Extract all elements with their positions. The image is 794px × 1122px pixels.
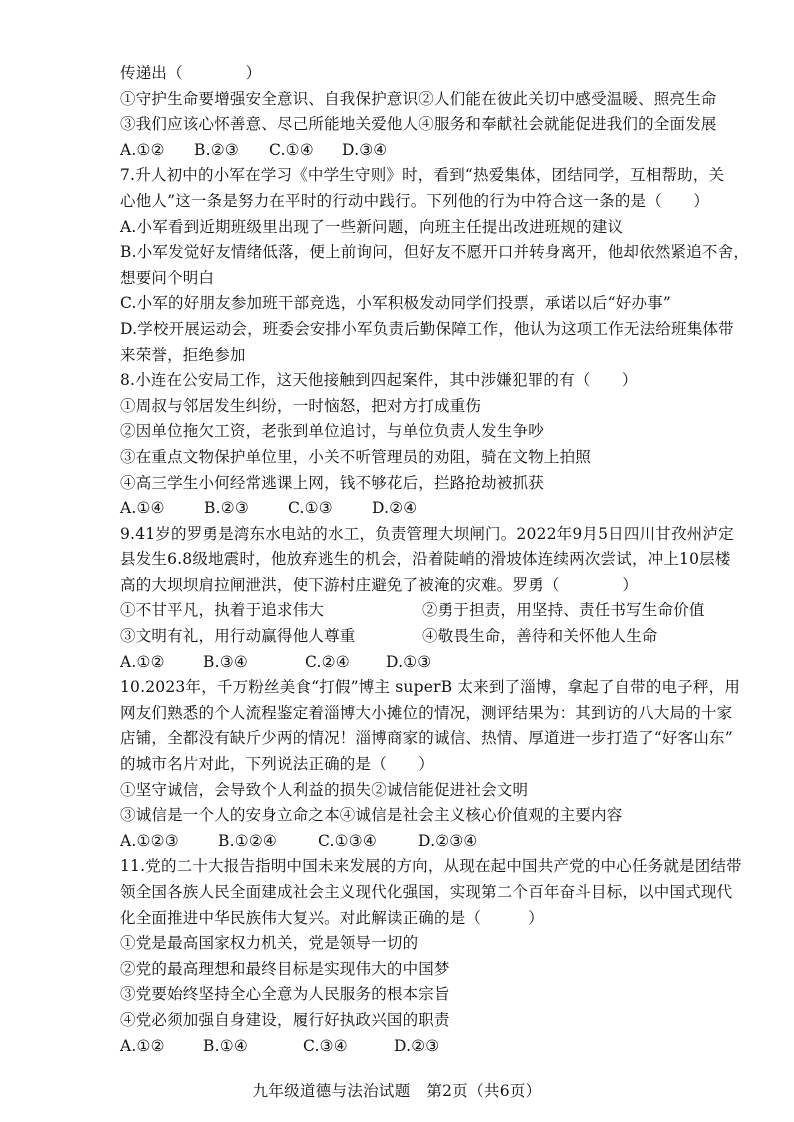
- q11-option-c: C.③④: [303, 1036, 348, 1055]
- q7-option-a: A.小军看到近期班级里出现了一些新问题，向班主任提出改进班规的建议: [120, 217, 624, 236]
- q8-statement-4: ④高三学生小何经常逃课上网，钱不够花后，拦路抢劫被抓获: [120, 473, 544, 492]
- q10-stem-4: 的城市名片对此，下列说法正确的是（ ）: [120, 755, 435, 774]
- q10-option-c: C.①③④: [318, 831, 377, 850]
- q8-option-b: B.②③: [204, 499, 249, 518]
- q9-statement-1: ①不甘平凡，执着于追求伟大: [120, 601, 325, 620]
- q7-option-b-1: B.小军发觉好友情绪低落，便上前询问，但好友不愿开口并转身离开，他却依然紧追不舍，: [120, 243, 750, 262]
- q6-option-c: C.①④: [269, 140, 314, 159]
- q6-option-b: B.②③: [194, 140, 239, 159]
- page-footer: 九年级道德与法治试题 第2页（共6页）: [252, 1082, 542, 1100]
- q7-option-c: C.小军的好朋友参加班干部竞选，小军积极发动同学们投票，承诺以后“好办事”: [120, 294, 671, 313]
- q9-stem-3: 高的大坝坝肩拉闸泄洪，使下游村庄避免了被淹的灾难。罗勇（ ）: [120, 575, 639, 594]
- q6-option-d: D.③④: [342, 140, 388, 159]
- q6-statements-2: ③我们应该心怀善意、尽己所能地关爱他人④服务和奉献社会就能促进我们的全面发展: [120, 115, 717, 134]
- page-content: [120, 61, 785, 1059]
- q10-stem-3: 店铺，全都没有缺斤少两的情况！淄博商家的诚信、热情、厚道进一步打造了“好客山东”: [120, 729, 733, 748]
- q11-option-d: D.②③: [394, 1036, 440, 1055]
- q9-statement-2: ②勇于担责，用坚持、责任书写生命价值: [422, 601, 705, 620]
- q9-statements-row-2: [120, 624, 785, 650]
- q9-statement-4: ④敬畏生命，善待和关怀他人生命: [422, 627, 658, 646]
- q10-option-d: D.②③④: [418, 831, 478, 850]
- q10-stem-1: 10.2023年，千万粉丝美食“打假”博主 superB 太来到了淄博，拿起了自带的电子秤，用: [120, 678, 741, 697]
- q10-stem-2: 网友们熟悉的个人流程鉴定着淄博大小摊位的情况，测评结果为：其到访的八大局的十家: [120, 703, 733, 722]
- q9-stem-1: 9.41岁的罗勇是湾东水电站的水工，负责管理大坝闸门。2022年9月5日四川甘孜州泸定: [120, 524, 734, 543]
- q11-stem-3: 化全面推进中华民族伟大复兴。对此解读正确的是（ ）: [120, 908, 544, 927]
- q11-options: [120, 1034, 785, 1060]
- q8-stem: 8.小连在公安局工作，这天他接触到四起案件，其中涉嫌犯罪的有（ ）: [120, 371, 638, 390]
- q9-statements-row-1: [120, 598, 785, 624]
- q7-option-d-2: 来荣誉，拒绝参加: [120, 345, 246, 364]
- q9-options: [120, 650, 785, 676]
- q8-option-d: D.②④: [372, 499, 418, 518]
- q9-stem-2: 县发生6.8级地震时，他放弃逃生的机会，沿着陡峭的滑坡体连续两次尝试，冲上10层楼: [120, 550, 731, 569]
- q8-option-a: A.①④: [120, 499, 165, 518]
- q11-statement-1: ①党是最高国家权力机关，党是领导一切的: [120, 934, 419, 953]
- q9-option-d: D.①③: [386, 652, 432, 671]
- q7-stem-2: 心他人”这一条是努力在平时的行动中践行。下列他的行为中符合这一条的是（ ）: [120, 191, 710, 210]
- q11-stem-1: 11.党的二十大报告指明中国未来发展的方向，从现在起中国共产党的中心任务就是团结带: [120, 857, 742, 876]
- q7-stem-1: 7.升人初中的小军在学习《中学生守则》时，看到“热爱集体，团结同学，互相帮助，关: [120, 166, 725, 185]
- q10-statements-2: ③诚信是一个人的安身立命之本④诚信是社会主义核心价值观的主要内容: [120, 806, 623, 825]
- q6-option-a: A.①②: [120, 140, 165, 159]
- q11-stem-2: 领全国各族人民全面建成社会主义现代化强国，实现第二个百年奋斗目标，以中国式现代: [120, 883, 733, 901]
- q9-statement-3: ③文明有礼，用行动赢得他人尊重: [120, 627, 356, 646]
- q9-option-b: B.③④: [203, 652, 248, 671]
- q10-option-a: A.①②③: [120, 831, 179, 850]
- q9-option-a: A.①②: [120, 652, 165, 671]
- q11-statement-3: ③党要始终坚持全心全意为人民服务的根本宗旨: [120, 985, 450, 1004]
- q8-statement-2: ②因单位拖欠工资，老张到单位追讨，与单位负责人发生争吵: [120, 422, 544, 441]
- q10-options: [120, 829, 785, 855]
- q6-stem-tail: 传递出（ ）: [120, 64, 262, 82]
- q10-option-b: B.①②④: [218, 831, 278, 850]
- q11-statement-4: ④党必须加强自身建设，履行好执政兴国的职责: [120, 1010, 450, 1029]
- q11-option-b: B.①④: [203, 1036, 248, 1055]
- q9-option-c: C.②④: [305, 652, 350, 671]
- q11-statement-2: ②党的最高理想和最终目标是实现伟大的中国梦: [120, 959, 450, 978]
- q10-statements-1: ①坚守诚信，会导致个人利益的损失②诚信能促进社会文明: [120, 780, 529, 799]
- q8-option-c: C.①③: [288, 499, 333, 518]
- q11-option-a: A.①②: [120, 1036, 165, 1055]
- q7-option-b-2: 想要问个明白: [120, 268, 215, 287]
- q7-option-d-1: D.学校开展运动会，班委会安排小军负责后勤保障工作，他认为这项工作无法给班集体带: [120, 319, 734, 338]
- q6-options: [120, 138, 785, 164]
- q8-statement-1: ①周叔与邻居发生纠纷，一时恼怒，把对方打成重伤: [120, 396, 482, 415]
- q6-statements-1: ①守护生命要增强安全意识、自我保护意识②人们能在彼此关切中感受温暖、照亮生命: [120, 89, 717, 108]
- q8-options: [120, 496, 785, 522]
- q8-statement-3: ③在重点文物保护单位里，小关不听管理员的劝阻，骑在文物上拍照: [120, 447, 592, 466]
